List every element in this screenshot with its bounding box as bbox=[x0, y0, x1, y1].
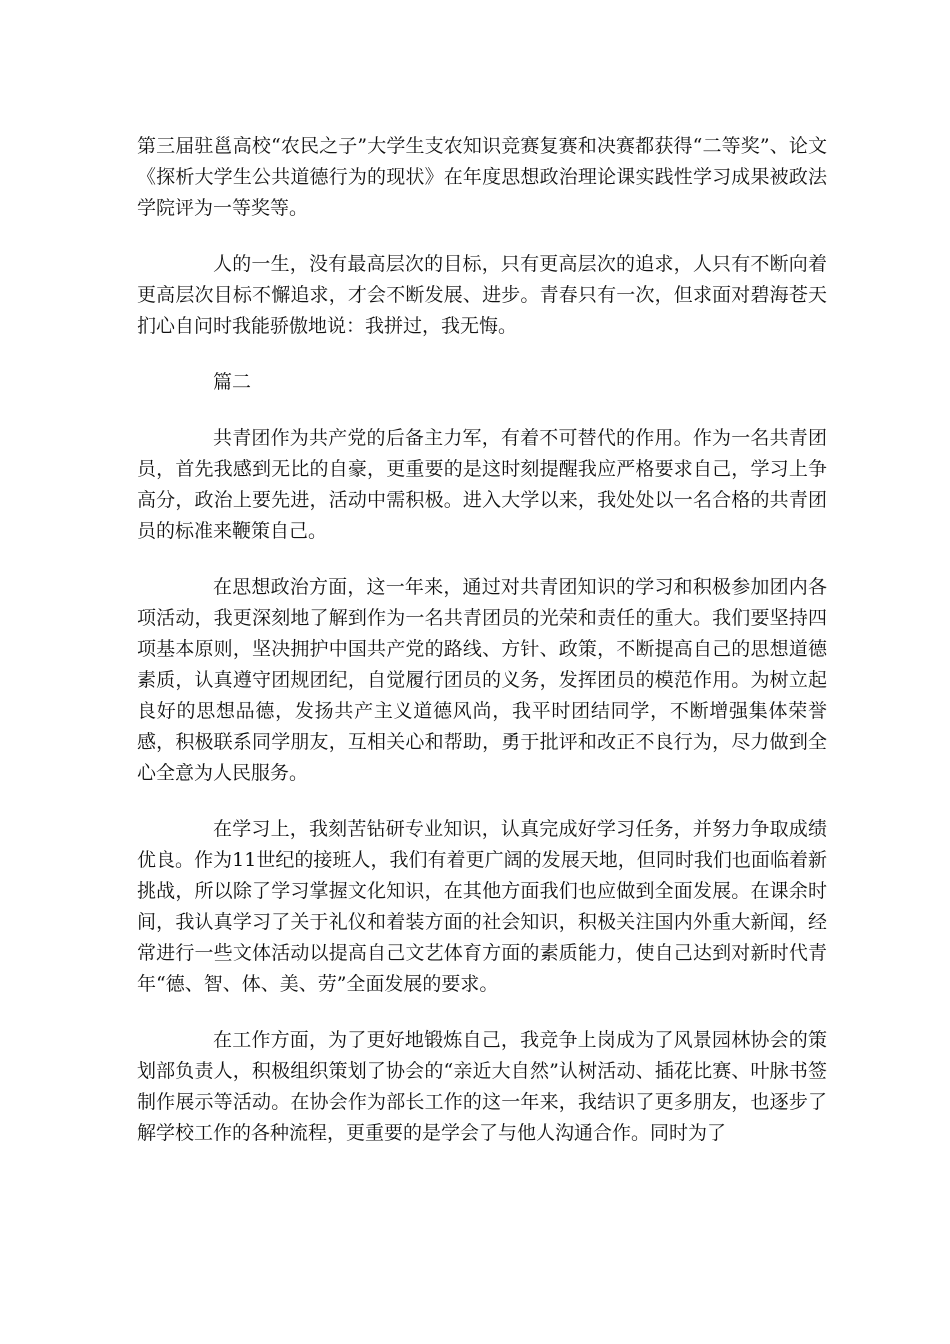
paragraph-work: 在工作方面，为了更好地锻炼自己，我竞争上岗成为了风景园林协会的策划部负责人，积极组织策划了协会的“亲近大自然”认树活动、插花比赛、叶脉书签制作展示等活动。在协会作为部长工作的这一年来，我结识了更多朋友，也逐步了解学校工作的各种流程，更重要的是学会了与他人沟通合作。同时为了 bbox=[137, 1029, 827, 1144]
paragraph-study: 在学习上，我刻苦钻研专业知识，认真完成好学习任务，并努力争取成绩优良。作为11世纪的接班人，我们有着更广阔的发展天地，但同时我们也面临着新挑战，所以除了学习掌握文化知识，在其他方面我们也应做到全面发展。在课余时间，我认真学习了关于礼仪和着装方面的社会知识，积极关注国内外重大新闻，经常进行一些文体活动以提高自己文艺体育方面的素质能力，使自己达到对新时代青年“德、智、体、美、劳”全面发展的要求。 bbox=[137, 818, 827, 995]
paragraph-youth-reflection: 人的一生，没有最高层次的目标，只有更高层次的追求，人只有不断向着更高层次目标不懈追求，才会不断发展、进步。青春只有一次，但求面对碧海苍天扪心自问时我能骄傲地说：我拼过，我无悔。 bbox=[137, 253, 827, 337]
section-heading: 篇二 bbox=[213, 371, 252, 393]
paragraph-political-thought: 在思想政治方面，这一年来，通过对共青团知识的学习和积极参加团内各项活动，我更深刻地了解到作为一名共青团员的光荣和责任的重大。我们要坚持四项基本原则，坚决拥护中国共产党的路线、方针、政策，不断提高自己的思想道德素质，认真遵守团规团纪，自觉履行团员的义务，发挥团员的模范作用。为树立起良好的思想品德，发扬共产主义道德风尚，我平时团结同学，不断增强集体荣誉感，积极联系同学朋友，互相关心和帮助，勇于批评和改正不良行为，尽力做到全心全意为人民服务。 bbox=[137, 576, 827, 784]
paragraph-league-intro: 共青团作为共产党的后备主力军，有着不可替代的作用。作为一名共青团员，首先我感到无比的自豪，更重要的是这时刻提醒我应严格要求自己，学习上争高分，政治上要先进，活动中需积极。进入大学以来，我处处以一名合格的共青团员的标准来鞭策自己。 bbox=[137, 427, 827, 542]
paragraph-continuation: 第三届驻邕高校“农民之子”大学生支农知识竞赛复赛和决赛都获得“二等奖”、论文《探析大学生公共道德行为的现状》在年度思想政治理论课实践性学习成果被政法学院评为一等奖等。 bbox=[137, 135, 827, 219]
document-body bbox=[137, 131, 827, 1174]
